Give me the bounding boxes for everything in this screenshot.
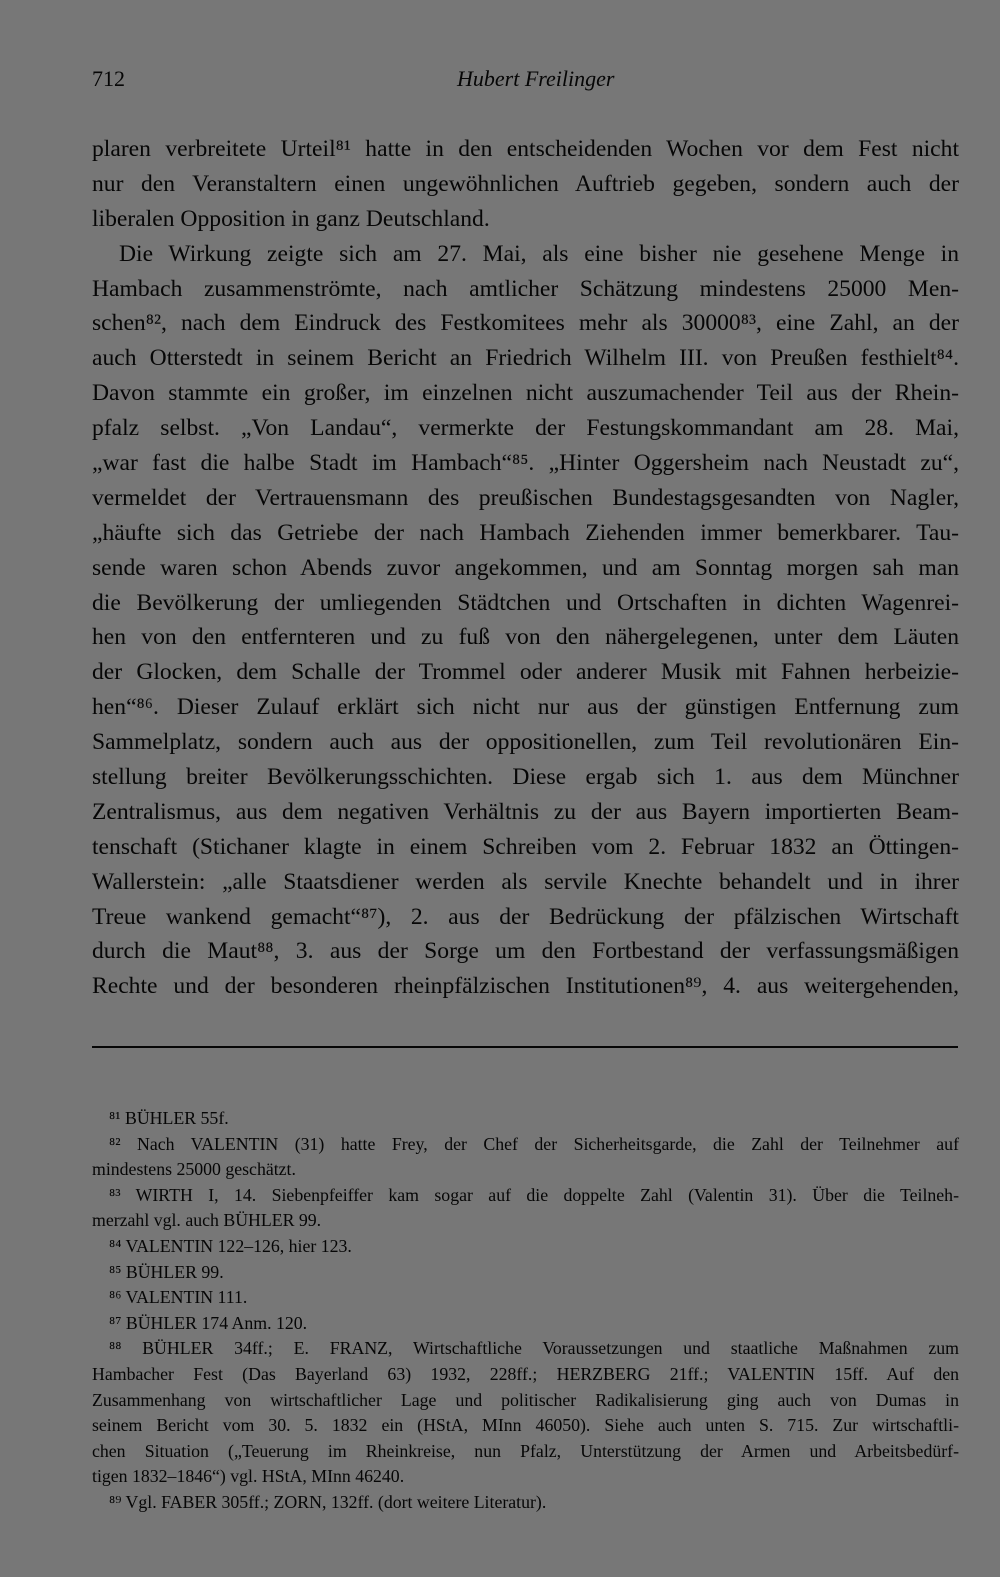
text-line: „häufte sich das Getriebe der nach Hambach Ziehenden immer bemerkbarer. Tau- [92,519,959,546]
footnote-line: merzahl vgl. auch BÜHLER 99. [92,1210,322,1231]
text-line: die Bevölkerung der umliegenden Städtchen und Ortschaften in dichten Wagenrei- [92,589,959,616]
footnote-line: ⁸⁶ VALENTIN 111. [109,1287,248,1308]
footnote-line: ⁸⁵ BÜHLER 99. [109,1261,224,1282]
text-line: Davon stammte ein großer, im einzelnen nicht auszumachender Teil aus der Rhein- [92,380,959,407]
text-line: nur den Veranstaltern einen ungewöhnlichen Auftrieb gegeben, sondern auch der [92,170,959,197]
text-line: Hambach zusammenströmte, nach amtlicher Schätzung mindestens 25000 Men- [92,275,959,302]
text-line: hen“⁸⁶. Dieser Zulauf erklärt sich nicht nur aus der günstigen Entfernung zum [92,694,959,721]
text-line: der Glocken, dem Schalle der Trommel oder anderer Musik mit Fahnen herbeizie- [92,659,959,686]
text-line: Zentralismus, aus dem negativen Verhältnis zu der aus Bayern importierten Beam- [92,798,959,825]
footnote-line: ⁸¹ BÜHLER 55f. [109,1108,229,1128]
footnote-divider [92,1046,958,1048]
text-line: vermeldet der Vertrauensmann des preußischen Bundestagsgesandten von Nagler, [92,484,959,511]
text-line: plaren verbreitete Urteil⁸¹ hatte in den entscheidenden Wochen vor dem Fest nicht [92,136,959,162]
text-line: pfalz selbst. „Von Landau“, vermerkte der Festungskommandant am 28. Mai, [92,415,959,442]
footnote-line: ⁸⁷ BÜHLER 174 Anm. 120. [109,1312,308,1333]
text-line: liberalen Opposition in ganz Deutschland. [92,205,490,232]
body-text [92,132,959,1004]
text-line: durch die Maut⁸⁸, 3. aus der Sorge um den Fortbestand der verfassungsmäßigen [92,938,959,965]
footnote-line: ⁸³ WIRTH I, 14. Siebenpfeiffer kam sogar auf die doppelte Zahl (Valentin 31). Über die Teilneh- [109,1184,959,1205]
text-line: sende waren schon Abends zuvor angekommen, und am Sonntag morgen sah man [92,554,959,581]
footnote-line: ⁸⁸ BÜHLER 34ff.; E. FRANZ, Wirtschaftliche Voraussetzungen und staatliche Maßnahmen zum [109,1338,959,1359]
page-header [92,66,962,96]
text-line: auch Otterstedt in seinem Bericht an Friedrich Wilhelm III. von Preußen festhielt⁸⁴. [92,345,959,372]
text-line: „war fast die halbe Stadt im Hambach“⁸⁵. „Hinter Oggersheim nach Neustadt zu“, [92,450,959,477]
footnotes [92,1106,959,1516]
footnote-line: Zusammenhang von wirtschaftlicher Lage und politischer Radikalisierung ging auch von Dumas in [92,1389,959,1410]
text-line: Wallerstein: „alle Staatsdiener werden als servile Knechte behandelt und in ihrer [92,868,959,895]
footnote-line: tigen 1832–1846“) vgl. HStA, MInn 46240. [92,1466,405,1487]
page-number: 712 [92,66,125,91]
footnote-line: mindestens 25000 geschätzt. [92,1159,296,1180]
text-line: hen von den entfernteren und zu fuß von den nähergelegenen, unter dem Läuten [92,624,959,651]
text-line: stellung breiter Bevölkerungsschichten. Diese ergab sich 1. aus dem Münchner [92,764,959,791]
text-line: Treue wankend gemacht“⁸⁷), 2. aus der Bedrückung der pfälzischen Wirtschaft [92,903,959,930]
footnote-line: ⁸⁹ Vgl. FABER 305ff.; ZORN, 132ff. (dort weitere Literatur). [109,1491,547,1512]
footnote-line: chen Situation („Teuerung im Rheinkreise, nun Pfalz, Unterstützung der Armen und Arbeitsbedürf- [92,1440,959,1461]
footnote-line: ⁸² Nach VALENTIN (31) hatte Frey, der Chef der Sicherheitsgarde, die Zahl der Teilnehmer auf [109,1133,959,1154]
text-line: schen⁸², nach dem Eindruck des Festkomitees mehr als 30000⁸³, eine Zahl, an der [92,310,959,337]
text-line: tenschaft (Stichaner klagte in einem Schreiben vom 2. Februar 1832 an Öttingen- [92,833,959,860]
footnote-line: Hambacher Fest (Das Bayerland 63) 1932, 228ff.; HERZBERG 21ff.; VALENTIN 15ff. Auf den [92,1363,959,1384]
text-line: Sammelplatz, sondern auch aus der oppositionellen, zum Teil revolutionären Ein- [92,729,959,756]
text-line: Die Wirkung zeigte sich am 27. Mai, als eine bisher nie gesehene Menge in [119,240,959,267]
footnote-line: seinem Bericht vom 30. 5. 1832 ein (HStA, MInn 46050). Siehe auch unten S. 715. Zur wirtschaftli- [92,1415,959,1436]
running-head: Hubert Freilinger [457,66,615,91]
text-line: Rechte und der besonderen rheinpfälzischen Institutionen⁸⁹, 4. aus weitergehenden, [92,973,959,1000]
footnote-line: ⁸⁴ VALENTIN 122–126, hier 123. [109,1235,352,1256]
